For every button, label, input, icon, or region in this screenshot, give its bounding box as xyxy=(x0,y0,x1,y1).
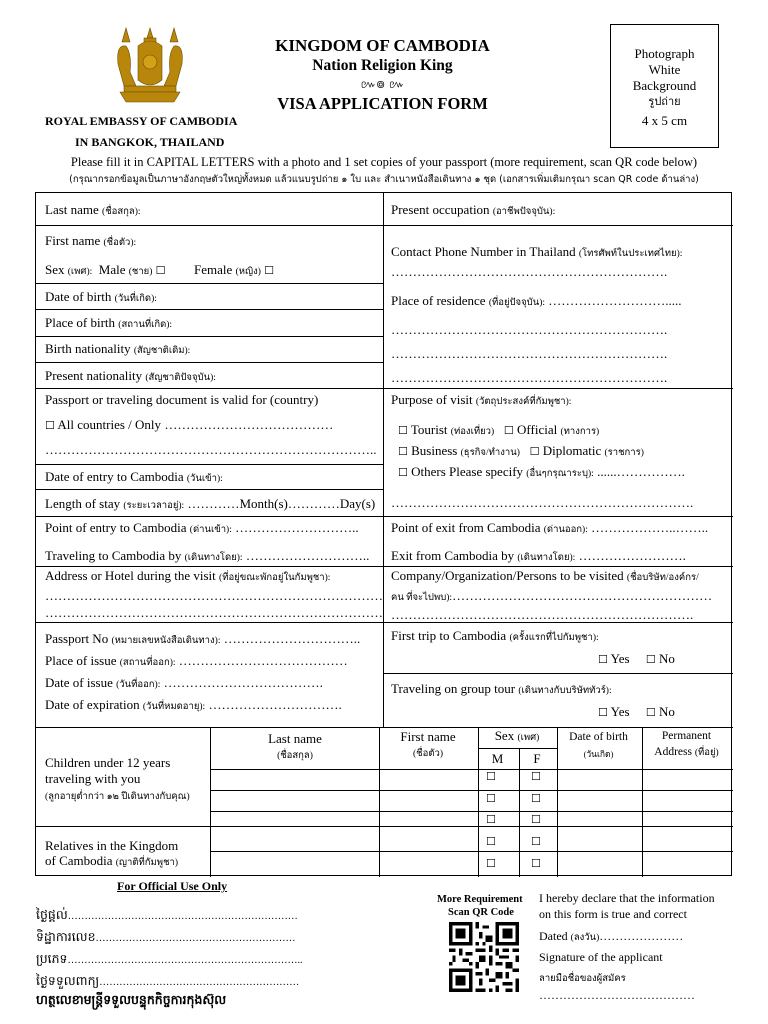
days-label: Day(s) xyxy=(339,496,376,511)
photo-box[interactable] xyxy=(610,24,719,148)
traveling-by-label: Traveling to Cambodia by xyxy=(45,548,182,563)
months-label: Month(s) xyxy=(239,496,288,511)
present-nationality-field[interactable] xyxy=(45,368,216,386)
passport-no-label: Passport No xyxy=(45,631,109,646)
declaration-line-2: on this form is true and correct xyxy=(539,907,687,921)
female-label-thai: (หญิง) xyxy=(235,267,261,277)
first-name-label: First name xyxy=(45,233,101,248)
male-label-thai: (ชาย) xyxy=(128,267,153,277)
first-trip-label-en: First trip to Cambodia xyxy=(391,628,507,643)
official-row-visa-number-label: ទិដ្ឋាការលេខ xyxy=(36,929,96,944)
male-label: Male xyxy=(98,262,126,277)
embassy-location: IN BANGKOK, THAILAND xyxy=(75,135,225,149)
col-sex-label: Sex xyxy=(494,728,515,743)
col-first-name-thai: (ชื่อตัว) xyxy=(413,749,443,759)
present-nationality-label-thai: (สัญชาติปัจจุบัน): xyxy=(145,373,216,383)
others-label: Others Please specify xyxy=(411,464,524,479)
present-nationality-label: Present nationality xyxy=(45,368,143,383)
first-name-field[interactable] xyxy=(45,233,136,251)
col-sex xyxy=(477,728,557,746)
official-checkbox[interactable]: ☐ xyxy=(503,424,514,437)
child-row-3-female-checkbox[interactable]: ☐ xyxy=(531,813,541,826)
first-trip-yes-checkbox[interactable]: ☐ xyxy=(598,653,608,666)
official-label: Official xyxy=(517,422,558,437)
date-of-issue-label-thai: (วันที่ออก): xyxy=(116,680,161,690)
official-use-heading: For Official Use Only xyxy=(117,879,228,893)
all-countries-checkbox[interactable]: ☐ xyxy=(45,419,55,432)
first-trip-yes-label: Yes xyxy=(610,651,630,666)
heading-nation-religion-king: Nation Religion King xyxy=(312,57,453,74)
exit-by-label: Exit from Cambodia by xyxy=(391,548,515,563)
place-of-birth-label: Place of birth xyxy=(45,315,116,330)
point-of-exit-field[interactable]: Point of exit from Cambodia (ด่านออก): ………………..…….. xyxy=(391,520,709,535)
group-tour-label xyxy=(391,681,612,699)
others-label-thai: (อื่นๆกรุณาระบุ): xyxy=(526,469,594,479)
company-blank-line-1[interactable]: คน ที่จะไปพบ):…………………………………………………… xyxy=(391,588,713,603)
child-row-2-female-checkbox[interactable]: ☐ xyxy=(531,792,541,805)
col-last-name-thai: (ชื่อสกุล) xyxy=(277,751,313,761)
photo-label-white: White xyxy=(648,62,681,77)
last-name-field[interactable] xyxy=(45,202,141,220)
date-of-entry-field[interactable] xyxy=(45,469,223,487)
signature-label-thai: ลายมือชื่อของผู้สมัคร xyxy=(539,974,626,984)
contact-phone-field[interactable] xyxy=(391,244,682,262)
residence-blank-line-3[interactable]: ………………………………………………………. xyxy=(391,370,668,385)
signature-blank-line[interactable]: ………………………………… xyxy=(539,988,695,1002)
official-row-received-date-label: ថ្ងៃទទួលពាក្យ xyxy=(36,973,100,988)
others-blank-line[interactable]: ……………………………………………………………. xyxy=(391,495,694,510)
first-name-label-thai: (ชื่อตัว): xyxy=(103,238,137,248)
qr-code-icon[interactable] xyxy=(449,922,519,992)
address-hotel-label-thai: (ที่อยู่ขณะพักอยู่ในกัมพูชา): xyxy=(219,573,331,583)
col-sex-label-thai: (เพศ) xyxy=(517,733,540,743)
col-address-label-thai: (ที่อยู่) xyxy=(694,748,719,758)
passport-no-label-thai: (หมายเลขหนังสือเดินทาง): xyxy=(111,636,221,646)
relative-row-2-male-checkbox[interactable]: ☐ xyxy=(486,857,496,870)
tourist-label: Tourist xyxy=(410,422,448,437)
col-address-2 xyxy=(641,745,732,760)
relatives-label-2 xyxy=(45,853,178,871)
diplomatic-label-thai: (ราชการ) xyxy=(604,448,644,458)
point-of-exit-label-thai: (ด่านออก): xyxy=(543,525,588,535)
group-tour-options xyxy=(598,704,675,720)
place-of-residence-label-thai: (ที่อยู่ปัจจุบัน): xyxy=(488,298,546,308)
others-checkbox[interactable]: ☐ xyxy=(398,466,408,479)
first-trip-no-checkbox[interactable]: ☐ xyxy=(645,653,656,666)
instruction-thai: (กรุณากรอกข้อมูลเป็นภาษาอังกฤษตัวใหญ่ทั้งหมด แล้วแนบรูปถ่าย ๑ ใบ และ สำเนาหนังสือเดินทาง ๑ ชุด (เอกสารเพิ่มเติมกรุณา scan QR code ด้านล่าง) xyxy=(69,174,699,185)
birth-nationality-label-thai: (สัญชาติเดิม): xyxy=(133,346,191,356)
official-row-visa-number[interactable]: ទិដ្ឋាការលេខ…………………………………………………… xyxy=(36,929,296,944)
traveling-by-field[interactable]: Traveling to Cambodia by (เดินทางโดย): ……………………….. xyxy=(45,548,370,563)
business-label-thai: (ธุรกิจ/ทำงาน) xyxy=(460,448,520,458)
company-blank-line-2[interactable]: ……………………………………………………………. xyxy=(391,607,694,622)
contact-phone-label: Contact Phone Number in Thailand xyxy=(391,244,576,259)
col-female: F xyxy=(533,751,541,766)
official-row-issued-date[interactable]: ថ្ងៃផ្តល់…………………………………………………………… xyxy=(36,907,298,922)
royal-coat-of-arms-emblem xyxy=(108,24,192,108)
instruction-english: Please fill it in CAPITAL LETTERS with a photo and 1 set copies of your passport (more requirement, scan QR code below) xyxy=(70,155,698,169)
present-occupation-field[interactable] xyxy=(391,202,555,220)
child-row-2-male-checkbox[interactable]: ☐ xyxy=(486,792,496,805)
exit-by-label-thai: (เดินทางโดย): xyxy=(517,553,576,563)
group-tour-no-checkbox[interactable]: ☐ xyxy=(645,706,656,719)
date-of-issue-label: Date of issue xyxy=(45,675,113,690)
photo-size: 4 x 5 cm xyxy=(641,113,688,128)
female-label: Female xyxy=(194,262,233,277)
sex-label-thai: (เพศ): xyxy=(67,267,93,277)
first-trip-no-label: No xyxy=(658,651,675,666)
passport-no-field[interactable]: Passport No (หมายเลขหนังสือเดินทาง): ………………………….. xyxy=(45,631,361,646)
contact-phone-label-thai: (โทรศัพท์ในประเทศไทย): xyxy=(578,249,683,259)
address-hotel-label: Address or Hotel during the visit xyxy=(45,568,216,583)
address-hotel-field[interactable] xyxy=(45,568,330,586)
col-address: Permanent xyxy=(661,730,712,742)
signature-label: Signature of the applicant xyxy=(539,950,663,964)
purpose-row-1 xyxy=(398,422,599,440)
sex-field xyxy=(45,262,274,280)
children-label-thai: (ลูกอายุต่ำกว่า ๑๒ ปีเดินทางกับคุณ) xyxy=(45,792,190,802)
official-label-thai: (ทางการ) xyxy=(560,427,600,437)
company-label: Company/Organization/Persons to be visited xyxy=(391,568,624,583)
dated-field[interactable]: Dated (ลงวัน)………………… xyxy=(539,929,684,943)
embassy-name: ROYAL EMBASSY OF CAMBODIA xyxy=(45,114,238,128)
official-row-received-date[interactable]: ថ្ងៃទទួលពាក្យ…………………………………………………… xyxy=(36,973,300,988)
children-label-2: traveling with you xyxy=(45,771,141,786)
date-of-entry-label: Date of entry to Cambodia xyxy=(45,469,184,484)
group-tour-label-thai: (เดินทางกับบริษัททัวร์): xyxy=(518,686,612,696)
tourist-checkbox[interactable]: ☐ xyxy=(398,424,408,437)
date-of-expiration-field[interactable]: Date of expiration (วันที่หมดอายุ): …………………………. xyxy=(45,697,342,712)
official-row-type[interactable]: ប្រភេទ…………………………………………………………….. xyxy=(36,951,303,966)
official-row-issued-date-label: ថ្ងៃផ្តល់ xyxy=(36,907,68,922)
relative-row-2-female-checkbox[interactable]: ☐ xyxy=(531,857,541,870)
date-of-birth-label: Date of birth xyxy=(45,289,112,304)
relative-row-1-male-checkbox[interactable]: ☐ xyxy=(486,835,496,848)
date-of-expiration-label: Date of expiration xyxy=(45,697,140,712)
relative-row-1-female-checkbox[interactable]: ☐ xyxy=(531,835,541,848)
dated-label: Dated xyxy=(539,929,568,943)
purpose-row-2 xyxy=(398,443,644,461)
countries-blank-line[interactable]: ………………………………………………………………….. xyxy=(45,442,377,457)
length-of-stay-field[interactable]: Length of stay (ระยะเวลาอยู่): …………Month(s)…………Day(s) xyxy=(45,496,376,511)
relatives-label-2-en: of Cambodia xyxy=(45,853,113,868)
all-countries-field[interactable] xyxy=(45,417,333,433)
qr-subtitle: Scan QR Code xyxy=(448,907,514,918)
passport-valid-label: Passport or traveling document is valid for (country) xyxy=(45,392,319,407)
col-male: M xyxy=(491,751,504,766)
col-date-of-birth: Date of birth xyxy=(569,731,628,743)
photo-label-background: Background xyxy=(632,78,697,93)
last-name-label: Last name xyxy=(45,202,99,217)
place-of-residence-field[interactable]: Place of residence (ที่อยู่ปัจจุบัน): ………………………..... xyxy=(391,293,682,308)
purpose-label-thai: (วัตถุประสงค์ที่กัมพูชา): xyxy=(475,397,572,407)
date-of-entry-label-thai: (วันเข้า): xyxy=(186,474,223,484)
traveling-by-label-thai: (เดินทางโดย): xyxy=(184,553,243,563)
group-tour-yes-label: Yes xyxy=(610,704,630,719)
all-countries-label: All countries / Only xyxy=(57,417,162,432)
male-checkbox[interactable]: ☐ xyxy=(155,264,166,277)
place-of-birth-label-thai: (สถานที่เกิด): xyxy=(118,320,173,330)
place-of-issue-label-thai: (สถานที่ออก): xyxy=(119,658,176,668)
col-date-of-birth-thai: (วันเกิด) xyxy=(583,749,614,759)
point-of-entry-field[interactable]: Point of entry to Cambodia (ด่านเข้า): ……………………….. xyxy=(45,520,359,535)
heading-kingdom: KINGDOM OF CAMBODIA xyxy=(275,36,490,55)
purpose-of-visit-label xyxy=(391,392,571,410)
photo-label: Photograph xyxy=(634,46,695,61)
date-of-birth-label-thai: (วันที่เกิด): xyxy=(114,294,157,304)
residence-blank-line-2[interactable]: ………………………………………………………. xyxy=(391,346,668,361)
child-row-3-male-checkbox[interactable]: ☐ xyxy=(486,813,496,826)
diplomatic-checkbox[interactable]: ☐ xyxy=(529,445,540,458)
qr-title: More Requirement xyxy=(437,894,523,905)
length-of-stay-label-thai: (ระยะเวลาอยู่): xyxy=(123,501,185,511)
first-trip-label-thai: (ครั้งแรกที่ไปกัมพูชา): xyxy=(509,633,599,643)
col-first-name: First name xyxy=(400,729,456,744)
address-blank-line-1[interactable]: …………………………………………………………………… xyxy=(45,588,383,603)
official-row-type-label: ប្រភេទ xyxy=(36,951,68,966)
length-of-stay-label: Length of stay xyxy=(45,496,121,511)
purpose-label: Purpose of visit xyxy=(391,392,473,407)
company-label-thai: (ชื่อบริษัท/องค์กร/ xyxy=(626,573,699,583)
last-name-label-thai: (ชื่อสกุล): xyxy=(102,207,141,217)
address-blank-line-2[interactable]: …………………………………………………………………… xyxy=(45,605,383,620)
col-last-name: Last name xyxy=(268,731,322,746)
date-of-issue-field[interactable]: Date of issue (วันที่ออก): ………………………………. xyxy=(45,675,323,690)
first-trip-options xyxy=(598,651,675,667)
relatives-label: Relatives in the Kingdom xyxy=(45,838,179,853)
place-of-issue-field[interactable]: Place of issue (สถานที่ออก): ………………………………… xyxy=(45,653,348,668)
present-occupation-label: Present occupation xyxy=(391,202,490,217)
group-tour-no-label: No xyxy=(658,704,675,719)
point-of-entry-label: Point of entry to Cambodia xyxy=(45,520,187,535)
photo-label-thai: รูปถ่าย xyxy=(648,95,681,108)
consular-officer-signature-label: ហត្ថលេខាមន្ត្រីទទួលបន្ទុកកិច្ចការកុងស៊ុល xyxy=(36,992,227,1007)
place-of-residence-label: Place of residence xyxy=(391,293,486,308)
business-checkbox[interactable]: ☐ xyxy=(398,445,408,458)
phone-blank-line[interactable]: ………………………………………………………. xyxy=(391,264,668,279)
point-of-entry-label-thai: (ด่านเข้า): xyxy=(189,525,232,535)
col-address-label: Address xyxy=(654,746,692,758)
form-title: VISA APPLICATION FORM xyxy=(277,94,488,113)
child-row-1-female-checkbox[interactable]: ☐ xyxy=(531,770,541,783)
purpose-row-3: ☐ Others Please specify (อื่นๆกรุณาระบุ): ......……………. xyxy=(398,464,685,479)
business-label: Business xyxy=(411,443,458,458)
sex-label: Sex xyxy=(45,262,65,277)
child-row-1-male-checkbox[interactable]: ☐ xyxy=(486,770,496,783)
female-checkbox[interactable]: ☐ xyxy=(264,264,275,277)
diplomatic-label: Diplomatic xyxy=(542,443,602,458)
date-of-expiration-label-thai: (วันที่หมดอายุ): xyxy=(142,702,206,712)
birth-nationality-field[interactable] xyxy=(45,341,190,359)
group-tour-label-en: Traveling on group tour xyxy=(391,681,516,696)
declaration-line-1: I hereby declare that the information xyxy=(539,891,715,905)
dated-label-thai: (ลงวัน) xyxy=(570,933,600,943)
residence-blank-line-1[interactable]: ………………………………………………………. xyxy=(391,322,668,337)
place-of-birth-field[interactable] xyxy=(45,315,172,333)
relatives-label-thai: (ญาติที่กัมพูชา) xyxy=(115,858,179,868)
place-of-issue-label: Place of issue xyxy=(45,653,117,668)
heading-ornament: ៚៙ ៚ xyxy=(360,78,405,91)
children-label: Children under 12 years xyxy=(45,755,171,770)
exit-by-field[interactable]: Exit from Cambodia by (เดินทางโดย): ……………………. xyxy=(391,548,686,563)
group-tour-yes-checkbox[interactable]: ☐ xyxy=(598,706,608,719)
birth-nationality-label: Birth nationality xyxy=(45,341,131,356)
first-trip-label xyxy=(391,628,599,646)
tourist-label-thai: (ท่องเที่ยว) xyxy=(450,427,495,437)
all-countries-blank: ………………………………… xyxy=(164,417,334,432)
present-occupation-label-thai: (อาชีพปัจจุบัน): xyxy=(492,207,556,217)
point-of-exit-label: Point of exit from Cambodia xyxy=(391,520,541,535)
date-of-birth-field[interactable] xyxy=(45,289,157,307)
company-label-thai-2: คน ที่จะไปพบ): xyxy=(391,593,453,603)
company-to-visit-field[interactable] xyxy=(391,568,699,586)
